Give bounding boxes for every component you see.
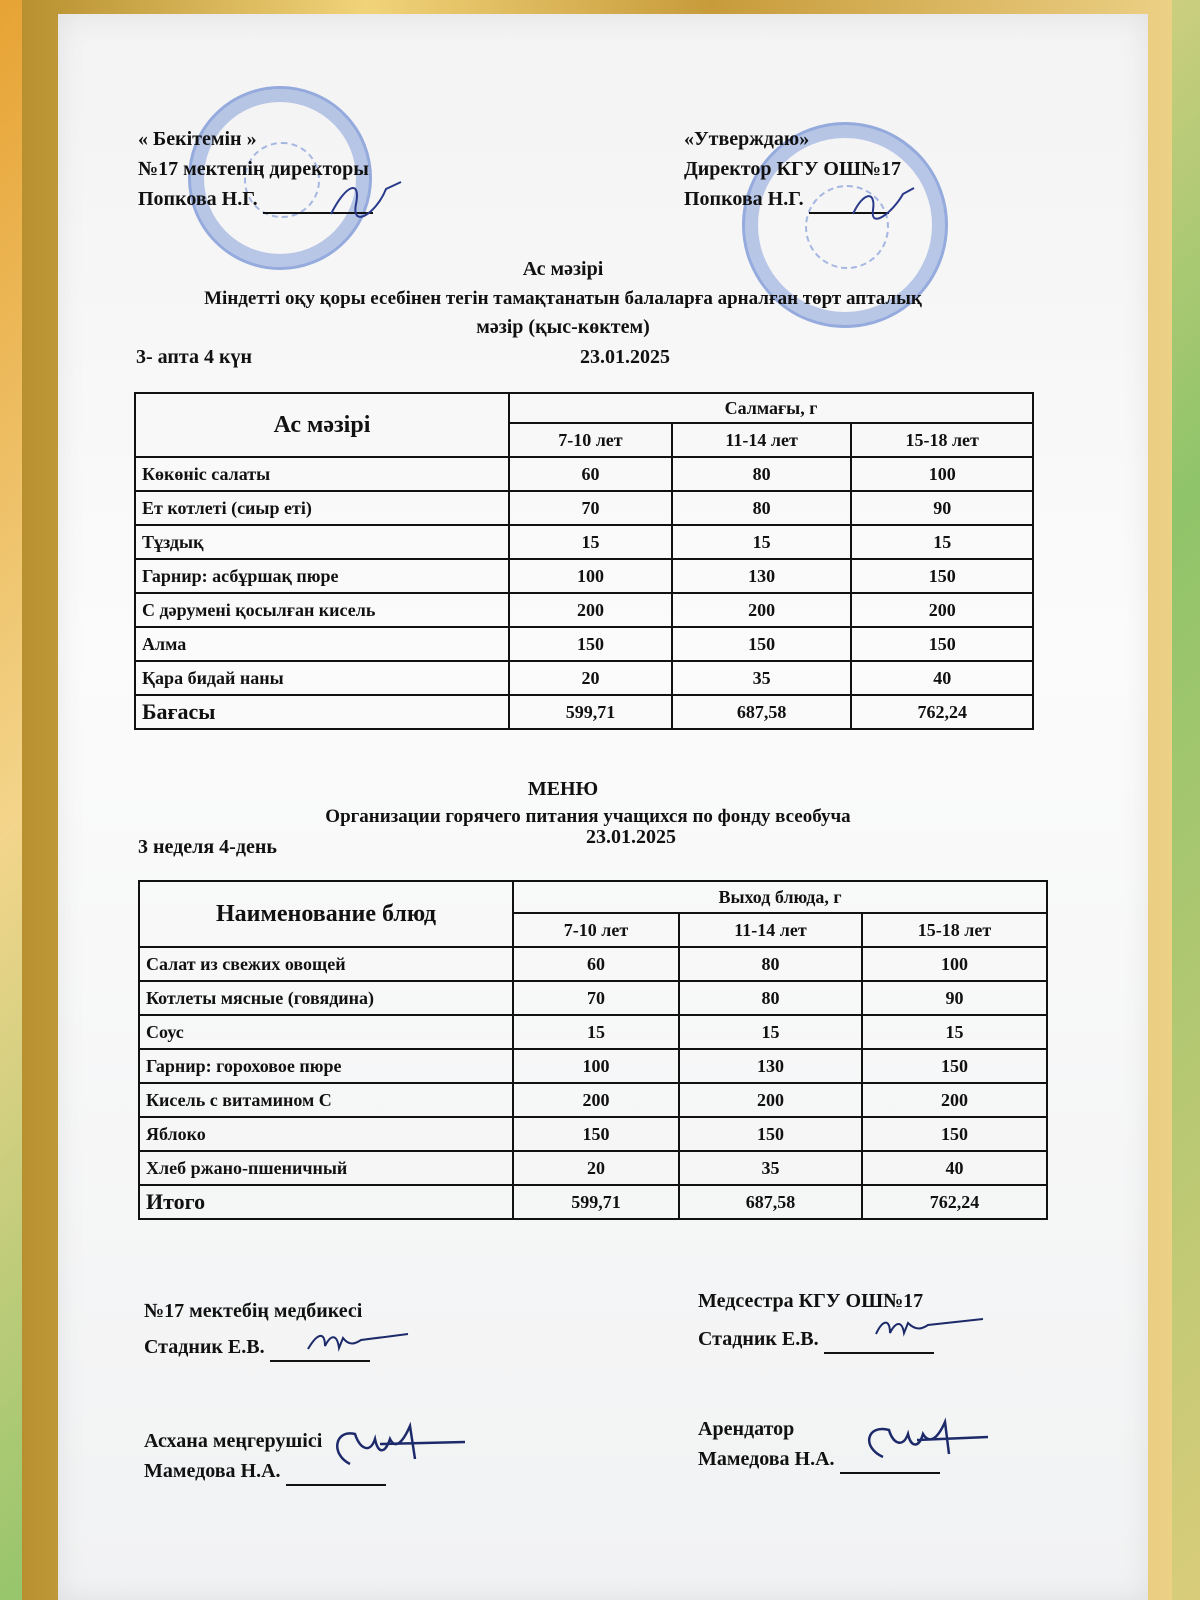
- kz-menu-subtitle: Міндетті оқу қоры есебінен тегін тамақтанатын балаларға арналған төрт апталық: [204, 288, 922, 309]
- total-value: 762,24: [862, 1185, 1047, 1219]
- total-label: Итого: [139, 1185, 513, 1219]
- table-row: [135, 457, 1033, 491]
- table-row: [139, 1015, 1047, 1049]
- dish-name: Көкөніс салаты: [135, 457, 509, 491]
- director-signature-right: [848, 182, 918, 222]
- dish-name: Гарнир: гороховое пюре: [139, 1049, 513, 1083]
- portion-value: 130: [672, 559, 852, 593]
- nurse-name-ru: Стадник Е.В.: [698, 1324, 934, 1354]
- portion-value: 70: [513, 981, 679, 1015]
- portion-value: 80: [672, 491, 852, 525]
- portion-value: 90: [851, 491, 1033, 525]
- total-value: 599,71: [513, 1185, 679, 1219]
- tenant-name: Мамедова Н.А.: [698, 1444, 940, 1474]
- portion-value: 80: [679, 981, 862, 1015]
- total-row: [135, 695, 1033, 729]
- approve-left-name: Попкова Н.Г.: [138, 184, 373, 214]
- portion-value: 60: [513, 947, 679, 981]
- kz-age-group: 15-18 лет: [851, 423, 1033, 457]
- approve-left-position: №17 мектепің директоры: [138, 158, 369, 180]
- dish-name: Қара бидай наны: [135, 661, 509, 695]
- portion-value: 60: [509, 457, 672, 491]
- portion-value: 100: [862, 947, 1047, 981]
- ru-menu-table: [138, 880, 1048, 1220]
- ru-week-day: 3 неделя 4-день: [138, 836, 277, 858]
- dish-name: Хлеб ржано-пшеничный: [139, 1151, 513, 1185]
- table-row: [139, 1049, 1047, 1083]
- tenant-signature-right: [853, 1412, 993, 1468]
- table-row: [135, 559, 1033, 593]
- ru-date: 23.01.2025: [586, 826, 676, 848]
- kz-date: 23.01.2025: [580, 346, 670, 368]
- table-row: [135, 661, 1033, 695]
- kz-menu-subtitle-2: мәзір (қыс-көктем): [476, 316, 650, 338]
- kz-age-group: 7-10 лет: [509, 423, 672, 457]
- nurse-signature-left: [303, 1324, 413, 1358]
- table-row: [135, 593, 1033, 627]
- dish-name: Гарнир: асбұршақ пюре: [135, 559, 509, 593]
- kz-menu-title: Ас мәзірі: [522, 258, 604, 280]
- portion-value: 150: [851, 559, 1033, 593]
- ru-age-group: 11-14 лет: [679, 913, 862, 947]
- table-row: [135, 525, 1033, 559]
- tenant-title: Арендатор: [698, 1418, 795, 1440]
- ru-age-group: 15-18 лет: [862, 913, 1047, 947]
- kz-weight-header: Салмағы, г: [509, 393, 1033, 423]
- table-row: [135, 627, 1033, 661]
- portion-value: 40: [862, 1151, 1047, 1185]
- table-row: [139, 981, 1047, 1015]
- dish-name: Тұздық: [135, 525, 509, 559]
- portion-value: 100: [513, 1049, 679, 1083]
- ru-menu-subtitle: Организации горячего питания учащихся по фонду всеобуча: [325, 806, 851, 827]
- table-row: [139, 1117, 1047, 1151]
- nurse-title-kz: №17 мектебің медбикесі: [144, 1300, 363, 1322]
- menu-document: [58, 14, 1148, 1600]
- table-row: [139, 1083, 1047, 1117]
- portion-value: 150: [513, 1117, 679, 1151]
- approve-right-name: Попкова Н.Г.: [684, 184, 901, 214]
- portion-value: 100: [509, 559, 672, 593]
- dish-name: С дәрумені қосылған кисель: [135, 593, 509, 627]
- nurse-signature-right: [868, 1309, 988, 1343]
- canteen-name-kz: Мамедова Н.А.: [144, 1456, 386, 1486]
- portion-value: 20: [509, 661, 672, 695]
- approve-left-heading: « Бекітемін »: [138, 128, 257, 150]
- portion-value: 40: [851, 661, 1033, 695]
- portion-value: 100: [851, 457, 1033, 491]
- portion-value: 200: [679, 1083, 862, 1117]
- ru-weight-header: Выход блюда, г: [513, 881, 1047, 913]
- portion-value: 15: [862, 1015, 1047, 1049]
- portion-value: 130: [679, 1049, 862, 1083]
- table-row: [139, 947, 1047, 981]
- total-value: 762,24: [851, 695, 1033, 729]
- portion-value: 70: [509, 491, 672, 525]
- portion-value: 150: [862, 1117, 1047, 1151]
- portion-value: 15: [509, 525, 672, 559]
- portion-value: 150: [851, 627, 1033, 661]
- portion-value: 200: [851, 593, 1033, 627]
- approve-right-position: Директор КГУ ОШ№17: [684, 158, 902, 180]
- table-row: [139, 1151, 1047, 1185]
- portion-value: 200: [672, 593, 852, 627]
- kz-week-day: 3- апта 4 күн: [136, 346, 253, 368]
- approve-right-heading: «Утверждаю»: [684, 128, 810, 150]
- portion-value: 15: [851, 525, 1033, 559]
- portion-value: 200: [509, 593, 672, 627]
- nurse-name-kz: Стадник Е.В.: [144, 1332, 370, 1362]
- portion-value: 150: [509, 627, 672, 661]
- dish-name: Салат из свежих овощей: [139, 947, 513, 981]
- portion-value: 150: [862, 1049, 1047, 1083]
- kz-age-group: 11-14 лет: [672, 423, 852, 457]
- dish-name: Соус: [139, 1015, 513, 1049]
- portion-value: 80: [679, 947, 862, 981]
- total-value: 599,71: [509, 695, 672, 729]
- dish-name: Котлеты мясные (говядина): [139, 981, 513, 1015]
- portion-value: 15: [672, 525, 852, 559]
- kz-dish-header: Ас мәзірі: [135, 393, 509, 457]
- canteen-title-kz: Асхана меңгерушісі: [144, 1430, 323, 1452]
- total-value: 687,58: [672, 695, 852, 729]
- portion-value: 150: [679, 1117, 862, 1151]
- portion-value: 200: [513, 1083, 679, 1117]
- dish-name: Яблоко: [139, 1117, 513, 1151]
- portion-value: 15: [679, 1015, 862, 1049]
- canteen-signature-left: [320, 1414, 470, 1474]
- dish-name: Кисель с витамином С: [139, 1083, 513, 1117]
- nurse-title-ru: Медсестра КГУ ОШ№17: [698, 1290, 924, 1312]
- portion-value: 150: [672, 627, 852, 661]
- total-label: Бағасы: [135, 695, 509, 729]
- ru-dish-header: Наименование блюд: [139, 881, 513, 947]
- kz-menu-table: [134, 392, 1034, 730]
- total-value: 687,58: [679, 1185, 862, 1219]
- portion-value: 20: [513, 1151, 679, 1185]
- portion-value: 80: [672, 457, 852, 491]
- portion-value: 15: [513, 1015, 679, 1049]
- ru-menu-title: МЕНЮ: [527, 778, 599, 800]
- portion-value: 200: [862, 1083, 1047, 1117]
- portion-value: 35: [679, 1151, 862, 1185]
- dish-name: Ет котлеті (сиыр еті): [135, 491, 509, 525]
- table-row: [135, 491, 1033, 525]
- ru-age-group: 7-10 лет: [513, 913, 679, 947]
- director-signature-left: [326, 174, 406, 224]
- portion-value: 90: [862, 981, 1047, 1015]
- total-row: [139, 1185, 1047, 1219]
- dish-name: Алма: [135, 627, 509, 661]
- portion-value: 35: [672, 661, 852, 695]
